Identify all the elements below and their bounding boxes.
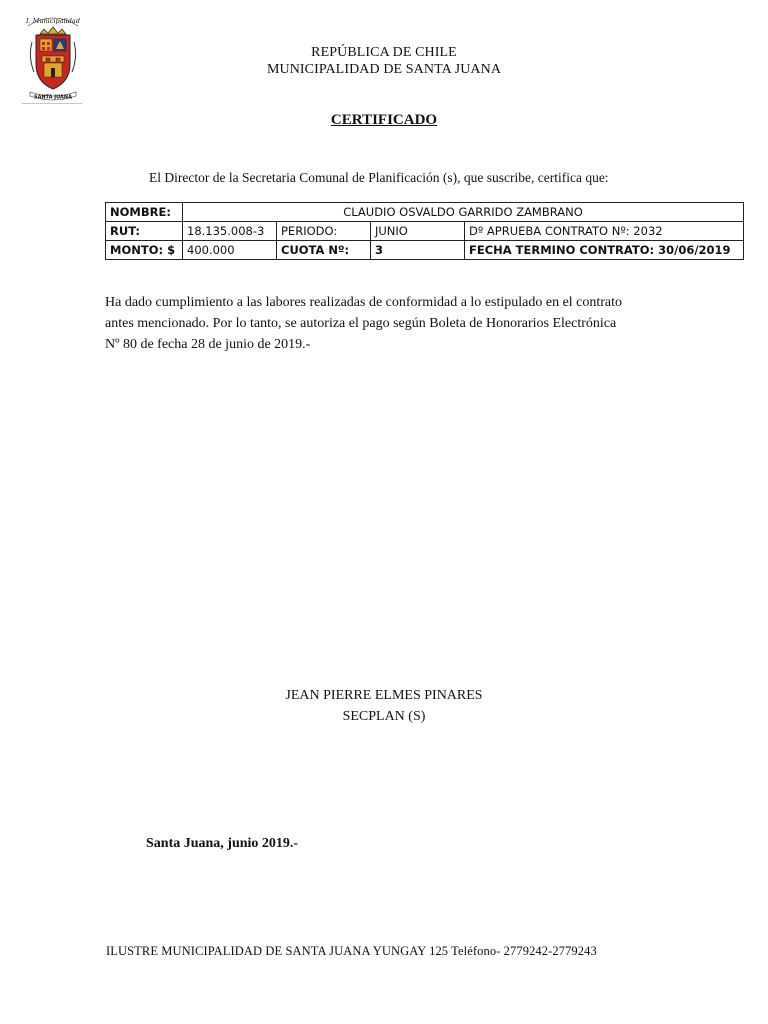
nombre-value: CLAUDIO OSVALDO GARRIDO ZAMBRANO — [183, 203, 744, 222]
body-line: Ha dado cumplimiento a las labores realizadas de conformidad a lo estipulado en el contrato — [105, 295, 623, 310]
body-line: Nº 80 de fecha 28 de junio de 2019.- — [105, 337, 311, 352]
document-header — [0, 44, 768, 78]
cuota-label: CUOTA Nº: — [277, 241, 371, 260]
table-row — [106, 241, 744, 260]
svg-text:I. Municipalidad: I. Municipalidad — [26, 17, 80, 25]
table-row — [106, 222, 744, 241]
svg-text:SANTA JUANA: SANTA JUANA — [34, 94, 72, 101]
place-date: Santa Juana, junio 2019.- — [146, 836, 299, 851]
cuota-value: 3 — [371, 241, 465, 260]
decreto-contrato: Dº APRUEBA CONTRATO Nº: 2032 — [465, 222, 744, 241]
rut-label: RUT: — [106, 222, 183, 241]
signatory-name: JEAN PIERRE ELMES PINARES — [285, 688, 483, 703]
periodo-value: JUNIO — [371, 222, 465, 241]
header-country: REPÚBLICA DE CHILE — [311, 45, 457, 60]
rut-value: 18.135.008-3 — [183, 222, 277, 241]
certification-paragraph — [105, 292, 665, 355]
logo-divider — [22, 103, 82, 104]
document-title: CERTIFICADO — [330, 112, 438, 128]
signature-block — [0, 685, 768, 727]
monto-value: 400.000 — [183, 241, 277, 260]
nombre-label: NOMBRE: — [106, 203, 183, 222]
intro-paragraph: El Director de la Secretaria Comunal de Planificación (s), que suscribe, certifica que: — [149, 170, 609, 185]
fecha-termino-contrato: FECHA TERMINO CONTRATO: 30/06/2019 — [465, 241, 744, 260]
periodo-label: PERIODO: — [277, 222, 371, 241]
footer-address: ILUSTRE MUNICIPALIDAD DE SANTA JUANA YUNGAY 125 Teléfono- 2779242-2779243 — [106, 944, 597, 958]
table-row — [106, 203, 744, 222]
contract-details-table — [105, 202, 744, 260]
body-line: antes mencionado. Por lo tanto, se autoriza el pago según Boleta de Honorarios Electrónica — [105, 316, 617, 331]
monto-label: MONTO: $ — [106, 241, 183, 260]
signatory-role: SECPLAN (S) — [342, 709, 426, 724]
header-municipality: MUNICIPALIDAD DE SANTA JUANA — [266, 62, 502, 77]
